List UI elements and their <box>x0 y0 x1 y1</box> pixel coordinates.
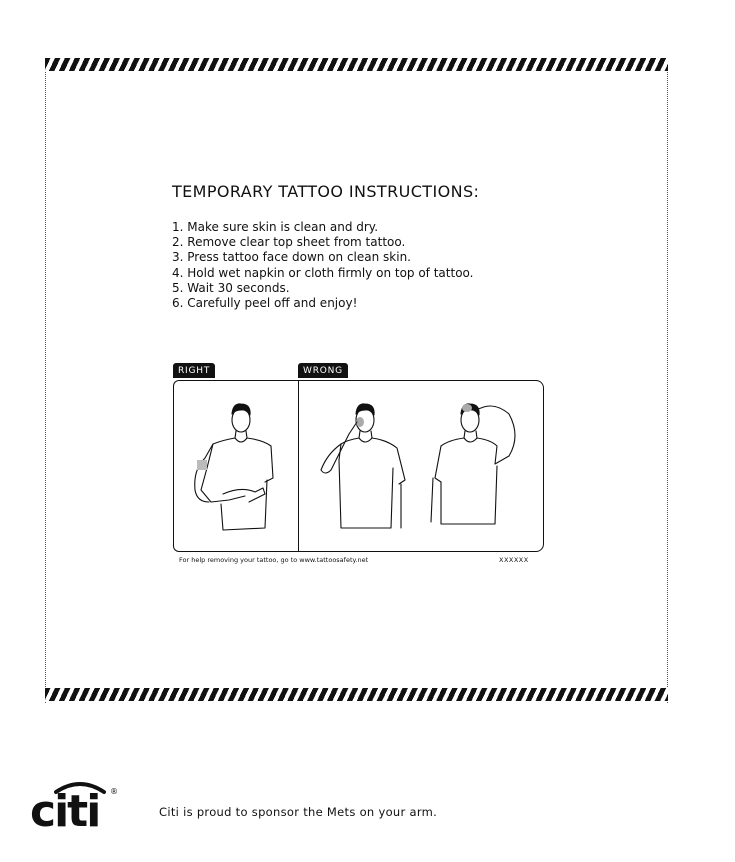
citi-logo <box>30 780 120 830</box>
registered-mark: ® <box>110 787 118 796</box>
sponsor-tagline: Citi is proud to sponsor the Mets on your arm. <box>159 805 438 819</box>
step-item: 6. Carefully peel off and enjoy! <box>172 296 358 311</box>
instructions-title: TEMPORARY TATTOO INSTRUCTIONS: <box>172 182 480 201</box>
wrong-label: WRONG <box>298 363 348 378</box>
top-stripe-border <box>45 58 668 71</box>
instruction-steps <box>172 220 473 311</box>
product-code: XXXXXX <box>499 556 529 564</box>
person-pressing-arm-illustration <box>183 398 283 548</box>
right-label: RIGHT <box>173 363 215 378</box>
step-item: 4. Hold wet napkin or cloth firmly on top of tattoo. <box>172 265 474 280</box>
help-text: For help removing your tattoo, go to www.tattoosafety.net <box>179 556 369 564</box>
person-touching-head-illustration <box>425 396 535 546</box>
step-item: 5. Wait 30 seconds. <box>172 280 290 295</box>
bottom-stripe-border <box>45 688 668 701</box>
step-item: 3. Press tattoo face down on clean skin. <box>172 250 411 265</box>
step-item: 1. Make sure skin is clean and dry. <box>172 220 379 234</box>
citi-logo-text: citi <box>30 786 100 830</box>
step-item: 2. Remove clear top sheet from tattoo. <box>172 235 406 250</box>
person-rubbing-face-illustration <box>305 398 415 548</box>
